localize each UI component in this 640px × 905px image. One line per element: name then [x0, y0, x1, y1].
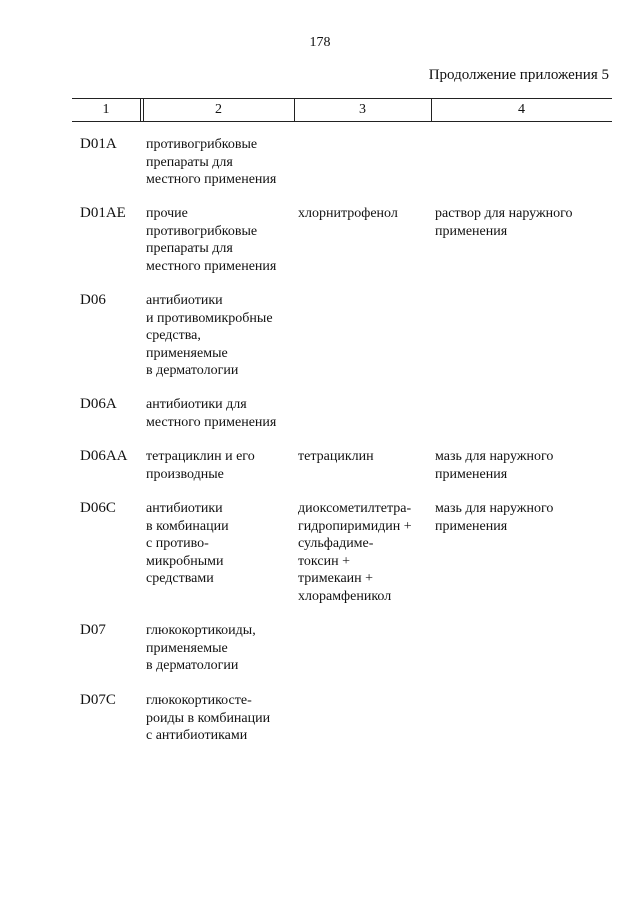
atc-code: D07C	[80, 692, 116, 708]
group-name: тетрациклин и его производные	[146, 449, 255, 482]
substance-name: хлорнитрофенол	[298, 206, 398, 221]
table-row	[0, 622, 640, 692]
atc-code: D06AA	[80, 448, 128, 464]
table-row	[0, 500, 640, 622]
table-row	[0, 205, 640, 292]
atc-code: D06A	[80, 396, 117, 412]
group-name: антибиотики и противомикробные средства, применяемые в дерматологии	[146, 293, 273, 378]
page-number: 178	[309, 35, 331, 50]
substance-name: диоксометилтетра- гидропиримидин + сульфадиме- токсин + тримекаин + хлорамфеникол	[298, 501, 412, 604]
atc-code: D06C	[80, 500, 116, 516]
table-row	[0, 396, 640, 448]
header-col-3: 3	[359, 102, 366, 117]
atc-code: D01AE	[80, 205, 126, 221]
substance-name: тетрациклин	[298, 449, 374, 464]
group-name: глюкокортикосте- роиды в комбинации с антибиотиками	[146, 693, 271, 743]
dosage-form: раствор для наружного применения	[435, 206, 573, 239]
dosage-form: мазь для наружного применения	[435, 501, 554, 534]
atc-code: D07	[80, 622, 106, 638]
atc-code: D01A	[80, 136, 117, 152]
dosage-form: мазь для наружного применения	[435, 449, 554, 482]
table-row	[0, 292, 640, 396]
table-row	[0, 448, 640, 500]
table-body	[0, 136, 640, 752]
header-col-4: 4	[518, 102, 525, 117]
group-name: антибиотики для местного применения	[146, 397, 277, 430]
atc-code: D06	[80, 292, 106, 308]
group-name: противогрибковые препараты для местного применения	[146, 137, 277, 187]
header-divider	[140, 99, 141, 121]
header-col-2: 2	[215, 102, 222, 117]
header-col-1: 1	[102, 102, 110, 117]
group-name: антибиотики в комбинации с противо- микробными средствами	[146, 501, 229, 586]
table-row	[0, 692, 640, 752]
group-name: прочие противогрибковые препараты для местного применения	[146, 206, 277, 274]
table-row	[0, 136, 640, 205]
continuation-label: Продолжение приложения 5	[428, 67, 609, 83]
group-name: глюкокортикоиды, применяемые в дерматологии	[146, 623, 256, 673]
table-header	[72, 98, 612, 122]
